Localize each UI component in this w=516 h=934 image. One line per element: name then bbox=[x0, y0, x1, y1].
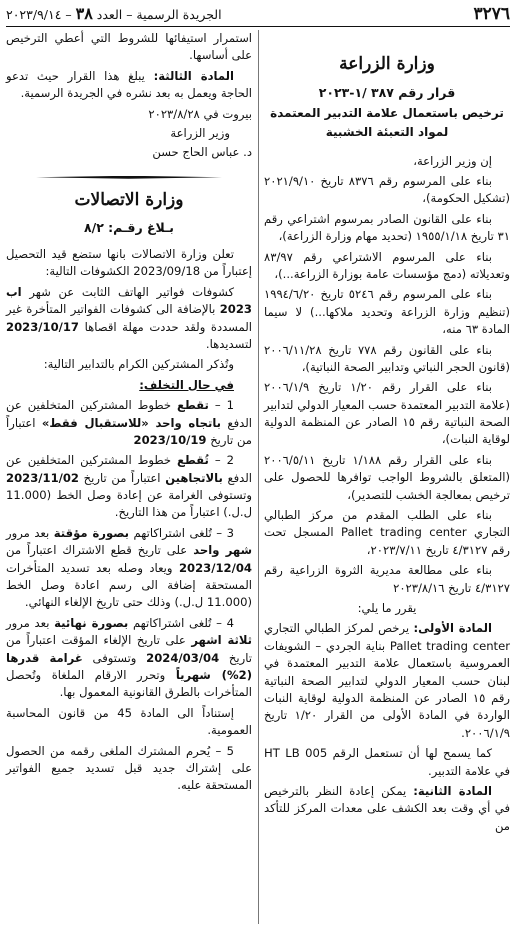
text: 1 – bbox=[208, 398, 234, 413]
preamble: بناء على المرسوم رقم ٥٢٤٦ تاريخ ١٩٩٤/٦/٢٠ (تنظيم وزارة الزراعة وتحديد ملاكها...) لا سيما المادة ٦٣ منه، bbox=[264, 287, 510, 337]
text: خطوط المشتركين المتخلفين عن الدفع bbox=[6, 398, 252, 430]
measure-item bbox=[6, 452, 252, 522]
text: خطوط المشتركين المتخلفين عن الدفع bbox=[6, 453, 252, 485]
text: على تاريخ الإلغاء المؤقت اعتباراً من تاريخ bbox=[6, 633, 252, 665]
text: ويعاد وصله بعد تسديد المتأخرات المستحقة إضافة الى رسم اعادة وصل الخط (11.000 ل.ل.) وذلك حتى تاريخ الإلغاء النهائي. bbox=[6, 560, 252, 610]
right-column bbox=[264, 30, 510, 928]
text: باتجاه واحد «للاستقبال فقط» bbox=[41, 415, 222, 430]
text: وتحرر الارقام الملغاة وتُحصل المتأخرات بالطرق القانونية المعمول بها. bbox=[6, 667, 252, 700]
article-2 bbox=[264, 783, 510, 835]
notice-number: بـلاغ رقـم: ٨/٢ bbox=[84, 220, 174, 236]
decides-heading: يقرر ما يلي: bbox=[357, 601, 417, 615]
preamble: بناء على القانون رقم ٧٧٨ تاريخ ٢٠٠٦/١١/٢٨ (قانون الحجر النباتي وتدابير الصحة النباتية)، bbox=[264, 342, 510, 374]
date: 2023/10/19 bbox=[133, 432, 207, 447]
article-1 bbox=[264, 620, 510, 742]
left-column bbox=[6, 30, 252, 928]
text: وتستوفى bbox=[82, 650, 147, 665]
text: على تاريخ قطع الاشتراك اعتباراً من bbox=[6, 543, 194, 558]
preamble: بناء على القرار رقم ١/٢٠ تاريخ ٢٠٠٦/١/٩ (علامة التدبير المعتمدة حسب المعيار الدولي لتدابير الصحة النباتية رقم ١٥ الصادر عن المنظمة الدولية لوقاية النبات)، bbox=[264, 380, 510, 447]
preamble: بناء على المرسوم رقم ٨٣٧٦ تاريخ ٢٠٢١/٩/١٠ (تشكيل الحكومة)، bbox=[264, 174, 510, 206]
statements-paragraph bbox=[6, 284, 252, 354]
article-label: المادة الثانية: bbox=[413, 783, 493, 798]
issue-date: – ٢٠٢٣/٩/١٤ bbox=[6, 7, 76, 22]
measure-item: 5 – يُحرم المشترك الملغى رقمه من الحصول على إشتراك جديد قبل تسديد جميع الفواتير المستحقة عليه. bbox=[6, 743, 252, 793]
text: 4 – تُلغى اشتراكاتهم bbox=[128, 615, 234, 630]
preamble: بناء على المرسوم الاشتراعي رقم ٨٣/٩٧ وتعديلاته (دمج مؤسسات عامة بوزارة الزراعة...)، bbox=[264, 249, 510, 281]
decision-number: قرار رقم ٣٨٧ /١-٢٠٢٣ bbox=[318, 84, 456, 100]
signer-name: د. عباس الحاج حسن bbox=[152, 145, 252, 160]
statement-month: اب 2023 bbox=[6, 284, 252, 317]
measure-item bbox=[6, 525, 252, 612]
continuation-text: استمرار استيفائها للشروط التي أعطي الترخيص على أساسها. bbox=[6, 31, 252, 63]
minister-intro: إن وزير الزراعة، bbox=[413, 153, 492, 168]
text: كشوفات فواتير الهاتف الثابت عن شهر bbox=[21, 284, 234, 299]
measure-item bbox=[6, 615, 252, 702]
date: 2024/03/04 bbox=[146, 650, 220, 665]
article-label: المادة الثالثة: bbox=[153, 68, 235, 83]
text: اعتباراً من تاريخ bbox=[6, 415, 252, 447]
text: بصورة نهائية bbox=[54, 615, 129, 630]
text: بعد مرور bbox=[6, 615, 55, 630]
text: بعد مرور bbox=[6, 525, 54, 540]
notice-intro: تعلن وزارة الاتصالات بانها ستضع قيد التحصيل إعتباراً من 2023/09/18 الكشوفات التالية: bbox=[6, 246, 252, 279]
text: غرامة قدرها (2%) شهرياً bbox=[6, 650, 252, 682]
page-header bbox=[6, 4, 510, 27]
text: ثلاثة اشهر bbox=[191, 633, 252, 648]
article-text: يمكن إعادة النظر بالترخيص في أي وقت بعد الكشف على معدات المركز للتأكد من bbox=[264, 783, 510, 833]
place-date: بيروت في ٢٠٢٣/٨/٢٨ bbox=[148, 106, 252, 121]
text: وتستوفى الغرامة عن إعادة وصل الخط (11.000 ل.ل.) اعتباراً من هذا التاريخ. bbox=[6, 488, 252, 520]
preamble: بناء على الطلب المقدم من مركز الطبالي التجاري Pallet trading center المسجل تحت رقم ٤/٣١٢٧ تاريخ ٢٠٢٣/٧/١١، bbox=[264, 508, 510, 557]
article-text: يرخص لمركز الطبالي التجاري Pallet trading center بناية الجردي – الشويفات العمروسية باستعمال علامة التدبير المعتمدة في لبنان حسب المعيار الدولي لتدابير الصحة النباتية رقم ١٥ الصادر عن المنظمة الدولية لوقاية النبات الواردة في المادة الأولى من القرار ١/٢٠ تاريخ ٢٠٠٦/١/٩. bbox=[264, 621, 511, 740]
issue-number: ٣٨ bbox=[75, 4, 93, 23]
signer-title: وزير الزراعة bbox=[170, 125, 230, 140]
issue-info bbox=[6, 4, 222, 26]
gazette-name: الجريدة الرسمية – العدد bbox=[92, 7, 222, 22]
text: تقطع bbox=[176, 398, 209, 413]
text: بالاتجاهين bbox=[165, 470, 223, 485]
text: تُقطع bbox=[176, 453, 209, 468]
text: بالإضافة الى كشوفات الفواتير المتأخرة غير المسددة ولقد حددت مهلة اقصاها bbox=[6, 302, 252, 334]
date: 2023/11/02 bbox=[6, 470, 80, 485]
article-3 bbox=[6, 68, 252, 103]
article-text: يبلغ هذا القرار حيث تدعو الحاجة ويعمل به بعد نشره في الجريدة الرسمية. bbox=[6, 68, 252, 101]
ministry-title: وزارة الزراعة bbox=[339, 54, 435, 74]
text: 2 – bbox=[208, 453, 234, 468]
text: اعتباراً من تاريخ bbox=[79, 470, 166, 485]
preamble: بناء على القرار رقم ١/١٨٨ تاريخ ٢٠٠٦/٥/١١ (المتعلق بالشروط الواجب توافرها للحصول على ترخيص بمعالجة الخشب للتصدير)، bbox=[264, 452, 510, 502]
heading-text: في حال التخلف: bbox=[139, 377, 234, 392]
deadline-date: 2023/10/17 bbox=[6, 319, 80, 334]
article-1-extra: كما يسمح لها أن تستعمل الرقم HT LB 005 في علامة التدبير. bbox=[264, 746, 510, 778]
decision-subject: ترخيص باستعمال علامة التدبير المعتمدة لمواد التعبئة الخشبية bbox=[270, 106, 504, 140]
text: شهر واحد bbox=[193, 543, 252, 558]
section-divider bbox=[36, 170, 222, 184]
date: 2023/12/04 bbox=[178, 560, 252, 575]
ministry-title: وزارة الاتصالات bbox=[74, 189, 184, 210]
measure-item bbox=[6, 397, 252, 449]
text: بصورة مؤقتة bbox=[53, 525, 130, 540]
page-number: ٣٢٧٦ bbox=[473, 4, 510, 24]
reminder: وتُذكر المشتركين الكرام بالتدابير التالية: bbox=[43, 357, 234, 372]
text: 3 – تُلغى اشتراكاتهم bbox=[129, 525, 234, 540]
text: لتسديدها. bbox=[205, 336, 252, 351]
column-divider bbox=[258, 30, 259, 924]
preamble: بناء على مطالعة مديرية الثروة الزراعية رقم ٤/٣١٢٧ تاريخ ٢٠٢٣/٨/١٦ bbox=[264, 563, 510, 595]
preamble: بناء على القانون الصادر بمرسوم اشتراعي رقم ٣١ تاريخ ١٩٥٥/١/١٨ (تحديد مهام وزارة الزراعة)، bbox=[264, 211, 510, 244]
article-label: المادة الأولى: bbox=[413, 621, 492, 636]
legal-basis: إستناداً الى المادة 45 من قانون المحاسبة العمومية. bbox=[6, 705, 252, 738]
violation-heading bbox=[6, 377, 252, 394]
